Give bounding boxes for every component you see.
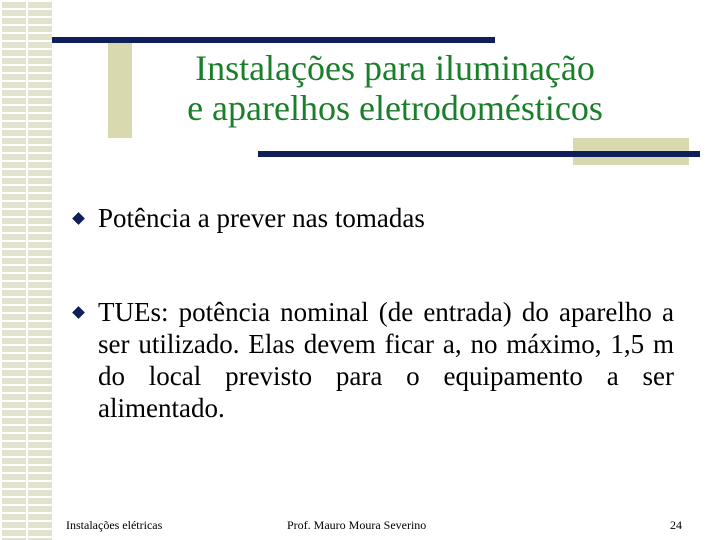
- page-number: 24: [670, 518, 682, 532]
- title-accent-block: [108, 38, 132, 138]
- title-rule-bottom: [258, 151, 700, 157]
- title-line-2: e aparelhos eletrodomésticos: [187, 88, 603, 128]
- diamond-bullet-icon: [72, 212, 85, 225]
- slide-title: [130, 48, 660, 128]
- bullet-text: Potência a prever nas tomadas: [98, 203, 425, 233]
- left-stripe-decoration: [0, 0, 52, 540]
- title-rule-top: [52, 37, 495, 43]
- footer-course: Instalações elétricas: [66, 518, 163, 532]
- title-line-1: Instalações para iluminação: [195, 48, 595, 88]
- bullet-item: [74, 202, 674, 234]
- diamond-bullet-icon: [72, 306, 85, 319]
- bullet-item: [74, 296, 674, 424]
- footer-author: Prof. Mauro Moura Severino: [287, 518, 427, 532]
- bullet-text: TUEs: potência nominal (de entrada) do aparelho a ser utilizado. Elas devem ficar a, no máximo, 1,5 m do local previsto para o equipamento a ser alimentado.: [98, 297, 674, 423]
